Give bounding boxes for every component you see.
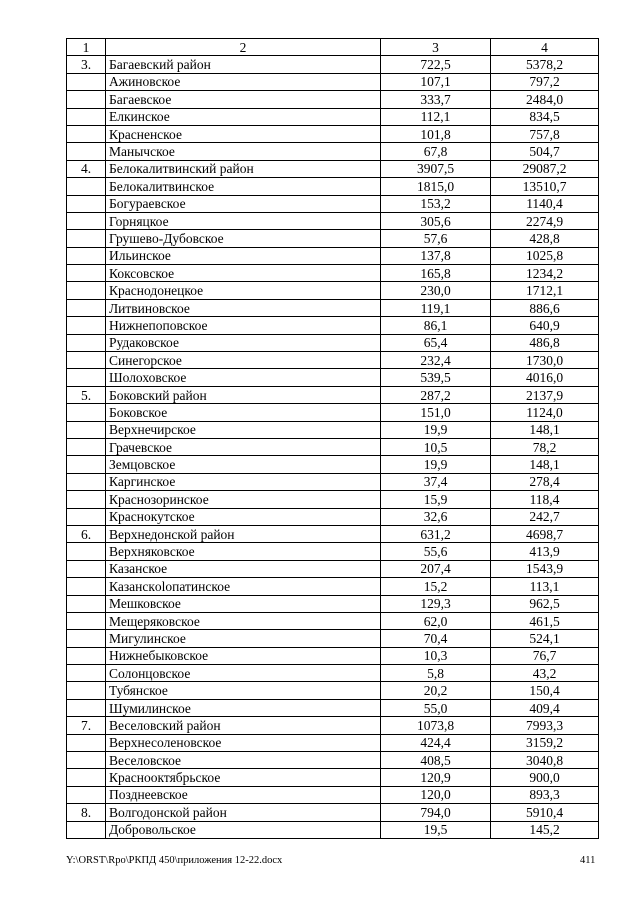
name-cell: Веселовский район [106, 717, 381, 734]
value-3-cell: 10,5 [381, 438, 491, 455]
table-header-row [67, 39, 599, 56]
number-cell [67, 125, 106, 142]
number-cell: 5. [67, 386, 106, 403]
value-4-cell: 1140,4 [491, 195, 599, 212]
value-3-cell: 165,8 [381, 265, 491, 282]
number-cell [67, 612, 106, 629]
value-3-cell: 305,6 [381, 212, 491, 229]
table-row [67, 699, 599, 716]
table-row [67, 125, 599, 142]
value-3-cell: 55,0 [381, 699, 491, 716]
value-3-cell: 631,2 [381, 525, 491, 542]
number-cell: 8. [67, 804, 106, 821]
number-cell [67, 769, 106, 786]
table-row [67, 508, 599, 525]
value-4-cell: 1730,0 [491, 352, 599, 369]
number-cell [67, 404, 106, 421]
value-4-cell: 2274,9 [491, 212, 599, 229]
value-4-cell: 118,4 [491, 491, 599, 508]
value-4-cell: 43,2 [491, 665, 599, 682]
table-row [67, 752, 599, 769]
name-cell: Коксовское [106, 265, 381, 282]
table-row [67, 299, 599, 316]
number-cell [67, 91, 106, 108]
name-cell: Земцовское [106, 456, 381, 473]
value-3-cell: 207,4 [381, 560, 491, 577]
name-cell: Ажиновское [106, 73, 381, 90]
name-cell: Верхняковское [106, 543, 381, 560]
header-cell-4: 4 [491, 39, 599, 56]
name-cell: Елкинское [106, 108, 381, 125]
table-row [67, 595, 599, 612]
table-row [67, 369, 599, 386]
value-3-cell: 794,0 [381, 804, 491, 821]
value-4-cell: 13510,7 [491, 178, 599, 195]
value-4-cell: 4698,7 [491, 525, 599, 542]
name-cell: Верхнесоленовское [106, 734, 381, 751]
value-3-cell: 153,2 [381, 195, 491, 212]
value-4-cell: 145,2 [491, 821, 599, 838]
value-3-cell: 19,5 [381, 821, 491, 838]
name-cell: Волгодонской район [106, 804, 381, 821]
number-cell [67, 578, 106, 595]
number-cell [67, 491, 106, 508]
table-body [67, 39, 599, 839]
value-4-cell: 150,4 [491, 682, 599, 699]
name-cell: Краснокутское [106, 508, 381, 525]
table-row [67, 525, 599, 542]
number-cell [67, 665, 106, 682]
name-cell: Ильинское [106, 247, 381, 264]
value-4-cell: 148,1 [491, 456, 599, 473]
number-cell [67, 178, 106, 195]
value-3-cell: 722,5 [381, 56, 491, 73]
footer-file-path: Y:\ORST\Rpo\РКПД 450\приложения 12-22.docx [66, 855, 283, 866]
number-cell [67, 143, 106, 160]
name-cell: Нижнепоповское [106, 317, 381, 334]
table-row [67, 560, 599, 577]
number-cell [67, 299, 106, 316]
name-cell: Рудаковское [106, 334, 381, 351]
value-4-cell: 2137,9 [491, 386, 599, 403]
table-row [67, 334, 599, 351]
value-3-cell: 70,4 [381, 630, 491, 647]
value-3-cell: 230,0 [381, 282, 491, 299]
value-3-cell: 62,0 [381, 612, 491, 629]
number-cell [67, 282, 106, 299]
value-3-cell: 120,9 [381, 769, 491, 786]
table-row [67, 108, 599, 125]
value-3-cell: 19,9 [381, 421, 491, 438]
table-row [67, 491, 599, 508]
table-row [67, 91, 599, 108]
number-cell [67, 682, 106, 699]
value-4-cell: 5910,4 [491, 804, 599, 821]
name-cell: Казанское [106, 560, 381, 577]
value-4-cell: 886,6 [491, 299, 599, 316]
number-cell [67, 508, 106, 525]
name-cell: Белокалитвинское [106, 178, 381, 195]
table-row [67, 647, 599, 664]
number-cell [67, 334, 106, 351]
value-4-cell: 797,2 [491, 73, 599, 90]
value-4-cell: 1234,2 [491, 265, 599, 282]
value-3-cell: 101,8 [381, 125, 491, 142]
header-cell-2: 2 [106, 39, 381, 56]
table-row [67, 265, 599, 282]
name-cell: Каргинское [106, 473, 381, 490]
value-3-cell: 107,1 [381, 73, 491, 90]
value-4-cell: 148,1 [491, 421, 599, 438]
value-4-cell: 486,8 [491, 334, 599, 351]
value-4-cell: 1124,0 [491, 404, 599, 421]
number-cell [67, 473, 106, 490]
value-3-cell: 57,6 [381, 230, 491, 247]
number-cell: 6. [67, 525, 106, 542]
number-cell [67, 647, 106, 664]
value-3-cell: 151,0 [381, 404, 491, 421]
value-3-cell: 1073,8 [381, 717, 491, 734]
number-cell [67, 630, 106, 647]
table-row [67, 717, 599, 734]
value-3-cell: 5,8 [381, 665, 491, 682]
number-cell [67, 317, 106, 334]
table-row [67, 212, 599, 229]
value-4-cell: 242,7 [491, 508, 599, 525]
number-cell [67, 456, 106, 473]
value-4-cell: 76,7 [491, 647, 599, 664]
value-3-cell: 424,4 [381, 734, 491, 751]
value-4-cell: 3159,2 [491, 734, 599, 751]
name-cell: Боковское [106, 404, 381, 421]
table-row [67, 282, 599, 299]
number-cell [67, 438, 106, 455]
value-4-cell: 4016,0 [491, 369, 599, 386]
number-cell [67, 699, 106, 716]
value-3-cell: 408,5 [381, 752, 491, 769]
number-cell [67, 421, 106, 438]
value-4-cell: 7993,3 [491, 717, 599, 734]
number-cell [67, 560, 106, 577]
value-3-cell: 539,5 [381, 369, 491, 386]
number-cell [67, 821, 106, 838]
value-3-cell: 15,2 [381, 578, 491, 595]
name-cell: Грачевское [106, 438, 381, 455]
value-3-cell: 112,1 [381, 108, 491, 125]
value-4-cell: 3040,8 [491, 752, 599, 769]
table-row [67, 786, 599, 803]
name-cell: Краснозоринское [106, 491, 381, 508]
number-cell: 3. [67, 56, 106, 73]
name-cell: Синегорское [106, 352, 381, 369]
name-cell: Позднеевское [106, 786, 381, 803]
table-row [67, 630, 599, 647]
name-cell: Шолоховское [106, 369, 381, 386]
name-cell: Красненское [106, 125, 381, 142]
number-cell [67, 230, 106, 247]
table-row [67, 160, 599, 177]
table-row [67, 317, 599, 334]
table-row [67, 682, 599, 699]
name-cell: Верхнечирское [106, 421, 381, 438]
value-4-cell: 1025,8 [491, 247, 599, 264]
number-cell [67, 73, 106, 90]
name-cell: Краснооктябрьское [106, 769, 381, 786]
name-cell: Шумилинское [106, 699, 381, 716]
value-3-cell: 65,4 [381, 334, 491, 351]
name-cell: Верхнедонской район [106, 525, 381, 542]
table-row [67, 421, 599, 438]
value-4-cell: 113,1 [491, 578, 599, 595]
value-3-cell: 120,0 [381, 786, 491, 803]
value-4-cell: 504,7 [491, 143, 599, 160]
table-row [67, 578, 599, 595]
value-3-cell: 287,2 [381, 386, 491, 403]
value-4-cell: 461,5 [491, 612, 599, 629]
name-cell: Краснодонецкое [106, 282, 381, 299]
name-cell: Богураевское [106, 195, 381, 212]
name-cell: Казанскolопатинское [106, 578, 381, 595]
number-cell [67, 752, 106, 769]
value-3-cell: 37,4 [381, 473, 491, 490]
value-3-cell: 3907,5 [381, 160, 491, 177]
number-cell [67, 108, 106, 125]
name-cell: Багаевский район [106, 56, 381, 73]
table-row [67, 386, 599, 403]
table-row [67, 769, 599, 786]
value-4-cell: 1712,1 [491, 282, 599, 299]
value-4-cell: 640,9 [491, 317, 599, 334]
number-cell [67, 195, 106, 212]
name-cell: Мигулинское [106, 630, 381, 647]
table-row [67, 665, 599, 682]
table-row [67, 230, 599, 247]
name-cell: Литвиновское [106, 299, 381, 316]
value-3-cell: 10,3 [381, 647, 491, 664]
data-table [66, 38, 599, 839]
name-cell: Солонцовское [106, 665, 381, 682]
footer-page-number: 411 [580, 855, 596, 866]
table-row [67, 473, 599, 490]
name-cell: Веселовское [106, 752, 381, 769]
value-4-cell: 409,4 [491, 699, 599, 716]
table-row [67, 734, 599, 751]
value-4-cell: 900,0 [491, 769, 599, 786]
name-cell: Мешковское [106, 595, 381, 612]
table-row [67, 195, 599, 212]
table-row [67, 178, 599, 195]
table-row [67, 404, 599, 421]
number-cell [67, 352, 106, 369]
name-cell: Белокалитвинский район [106, 160, 381, 177]
value-4-cell: 757,8 [491, 125, 599, 142]
value-3-cell: 20,2 [381, 682, 491, 699]
table-row [67, 612, 599, 629]
table-row [67, 804, 599, 821]
value-3-cell: 137,8 [381, 247, 491, 264]
table-row [67, 352, 599, 369]
name-cell: Манычское [106, 143, 381, 160]
name-cell: Боковский район [106, 386, 381, 403]
value-3-cell: 129,3 [381, 595, 491, 612]
table-row [67, 438, 599, 455]
header-cell-3: 3 [381, 39, 491, 56]
value-4-cell: 78,2 [491, 438, 599, 455]
value-3-cell: 86,1 [381, 317, 491, 334]
table-row [67, 543, 599, 560]
number-cell: 7. [67, 717, 106, 734]
table-row [67, 247, 599, 264]
name-cell: Тубянское [106, 682, 381, 699]
name-cell: Грушево-Дубовское [106, 230, 381, 247]
value-3-cell: 15,9 [381, 491, 491, 508]
table-row [67, 821, 599, 838]
value-4-cell: 428,8 [491, 230, 599, 247]
number-cell: 4. [67, 160, 106, 177]
value-3-cell: 55,6 [381, 543, 491, 560]
value-3-cell: 119,1 [381, 299, 491, 316]
table-row [67, 73, 599, 90]
number-cell [67, 369, 106, 386]
value-3-cell: 1815,0 [381, 178, 491, 195]
value-3-cell: 32,6 [381, 508, 491, 525]
number-cell [67, 734, 106, 751]
table-row [67, 56, 599, 73]
value-3-cell: 67,8 [381, 143, 491, 160]
value-4-cell: 1543,9 [491, 560, 599, 577]
number-cell [67, 212, 106, 229]
name-cell: Багаевское [106, 91, 381, 108]
value-4-cell: 5378,2 [491, 56, 599, 73]
value-4-cell: 2484,0 [491, 91, 599, 108]
name-cell: Горняцкое [106, 212, 381, 229]
table-row [67, 143, 599, 160]
value-4-cell: 524,1 [491, 630, 599, 647]
value-4-cell: 962,5 [491, 595, 599, 612]
name-cell: Мещеряковское [106, 612, 381, 629]
value-4-cell: 413,9 [491, 543, 599, 560]
number-cell [67, 247, 106, 264]
number-cell [67, 786, 106, 803]
number-cell [67, 265, 106, 282]
value-3-cell: 232,4 [381, 352, 491, 369]
value-4-cell: 278,4 [491, 473, 599, 490]
value-3-cell: 333,7 [381, 91, 491, 108]
number-cell [67, 543, 106, 560]
name-cell: Добровольское [106, 821, 381, 838]
table-row [67, 456, 599, 473]
header-cell-1: 1 [67, 39, 106, 56]
value-3-cell: 19,9 [381, 456, 491, 473]
value-4-cell: 29087,2 [491, 160, 599, 177]
value-4-cell: 893,3 [491, 786, 599, 803]
number-cell [67, 595, 106, 612]
value-4-cell: 834,5 [491, 108, 599, 125]
name-cell: Нижнебыковское [106, 647, 381, 664]
